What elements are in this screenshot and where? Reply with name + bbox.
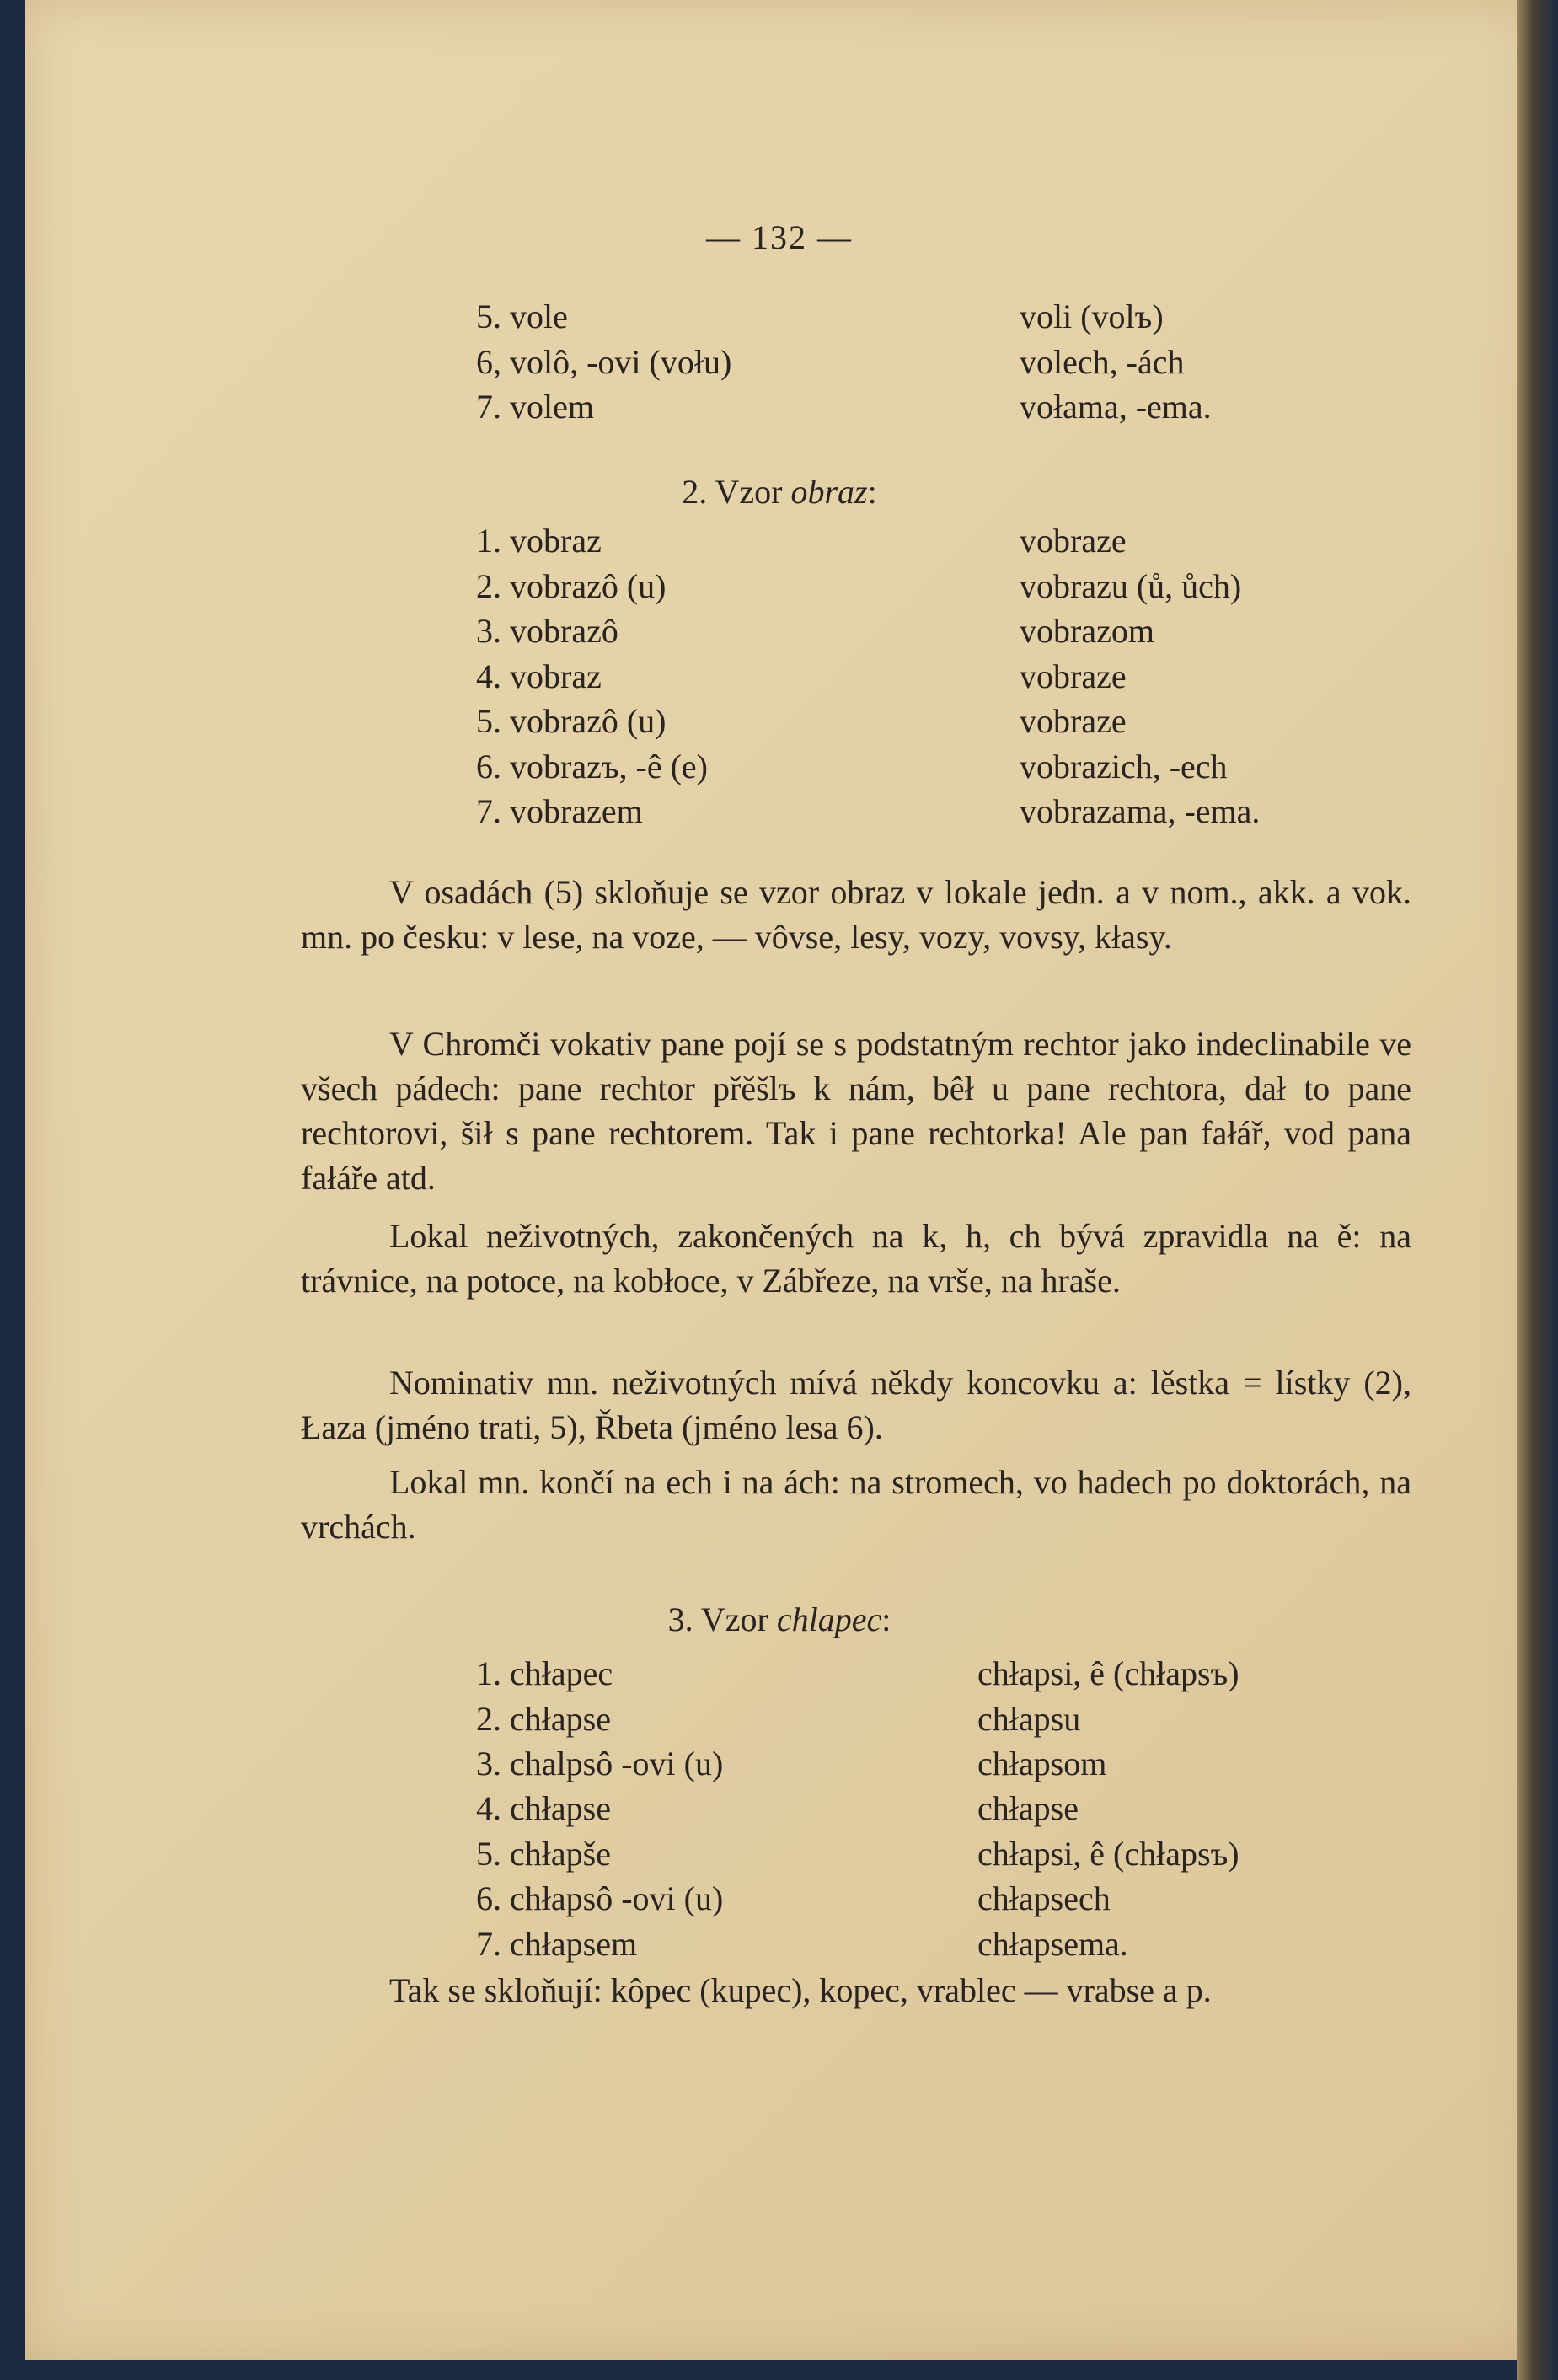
decl-right-2: volech, -ách (1020, 343, 1185, 381)
paragraph-closing: Tak se skloňují: kôpec (kupec), kopec, vrablec — vrabse a p. (389, 1971, 1212, 2009)
paragraph: Lokal neživotných, zakončených na k, h, ch bývá zpravidla na ě: na trávnice, na potoce, na kobłoce, v Zábřeze, na vrše, na hraše. (301, 1217, 1411, 1300)
decl-right-7: vobrazama, -ema. (1020, 792, 1261, 830)
decl-right-4: chłapse (977, 1789, 1079, 1827)
decl-right-5: chłapsi, ê (chłapsъ) (977, 1835, 1239, 1873)
decl-left-5: 5. vobrazô (u) (476, 702, 667, 740)
section-heading-obraz: 2. Vzor obraz: (682, 473, 877, 511)
decl-left-2: 6, volô, -ovi (vołu) (476, 343, 732, 381)
decl-right-6: chłapsech (977, 1879, 1111, 1917)
decl-right-6: vobrazich, -ech (1020, 748, 1228, 785)
decl-left-1: 1. chłapec (476, 1654, 613, 1692)
decl-right-3: vobrazom (1020, 612, 1154, 650)
decl-right-3: vołama, -ema. (1020, 388, 1212, 426)
decl-left-7: 7. chłapsem (476, 1925, 638, 1963)
decl-right-2: chłapsu (977, 1700, 1081, 1738)
decl-right-1: vobraze (1020, 522, 1127, 560)
decl-left-5: 5. chłapše (476, 1835, 611, 1873)
decl-left-3: 7. volem (476, 388, 594, 426)
paragraph: Lokal mn. končí na ech i na ách: na stromech, vo hadech po doktorách, na vrchách. (301, 1463, 1411, 1546)
decl-left-1: 5. vole (476, 298, 568, 335)
decl-right-4: vobraze (1020, 657, 1127, 695)
decl-right-2: vobrazu (ů, ůch) (1020, 567, 1242, 605)
decl-left-7: 7. vobrazem (476, 792, 643, 830)
paragraph: V Chromči vokativ pane pojí se s podstatným rechtor jako indeclinabile ve všech pádech: pane rechtor přěšlъ k nám, bêł u pane rechtora, dał to pane rechtorovi, šił s pane rechtorem. Tak i pane rechtorka! Ale pan fałář, vod pana fałáře atd. (301, 1025, 1411, 1197)
decl-left-3: 3. vobrazô (476, 612, 618, 650)
decl-right-1: chłapsi, ê (chłapsъ) (977, 1654, 1239, 1692)
decl-left-4: 4. vobraz (476, 657, 602, 695)
decl-right-3: chłapsom (977, 1745, 1107, 1782)
page-number: — 132 — (706, 218, 853, 256)
decl-right-5: vobraze (1020, 702, 1127, 740)
decl-left-4: 4. chłapse (476, 1789, 611, 1827)
page (25, 0, 1534, 2360)
decl-left-6: 6. vobrazъ, -ê (e) (476, 748, 708, 785)
decl-left-2: 2. vobrazô (u) (476, 567, 667, 605)
book-edge (1517, 0, 1558, 2380)
decl-right-1: voli (volъ) (1020, 298, 1164, 335)
paragraph: V osadách (5) skloňuje se vzor obraz v lokale jedn. a v nom., akk. a vok. mn. po česku: v lese, na voze, — vôvse, lesy, vozy, vovsy, kłasy. (301, 873, 1411, 956)
paragraph: Nominativ mn. neživotných mívá někdy koncovku a: lěstka = lístky (2), Łaza (jméno trati, 5), Řbeta (jméno lesa 6). (301, 1364, 1411, 1446)
decl-left-2: 2. chłapse (476, 1700, 611, 1738)
decl-left-3: 3. chalpsô -ovi (u) (476, 1745, 724, 1782)
section-heading-chlapec: 3. Vzor chlapec: (667, 1600, 891, 1638)
decl-right-7: chłapsema. (977, 1925, 1128, 1963)
decl-left-1: 1. vobraz (476, 522, 602, 560)
decl-left-6: 6. chłapsô -ovi (u) (476, 1879, 724, 1917)
